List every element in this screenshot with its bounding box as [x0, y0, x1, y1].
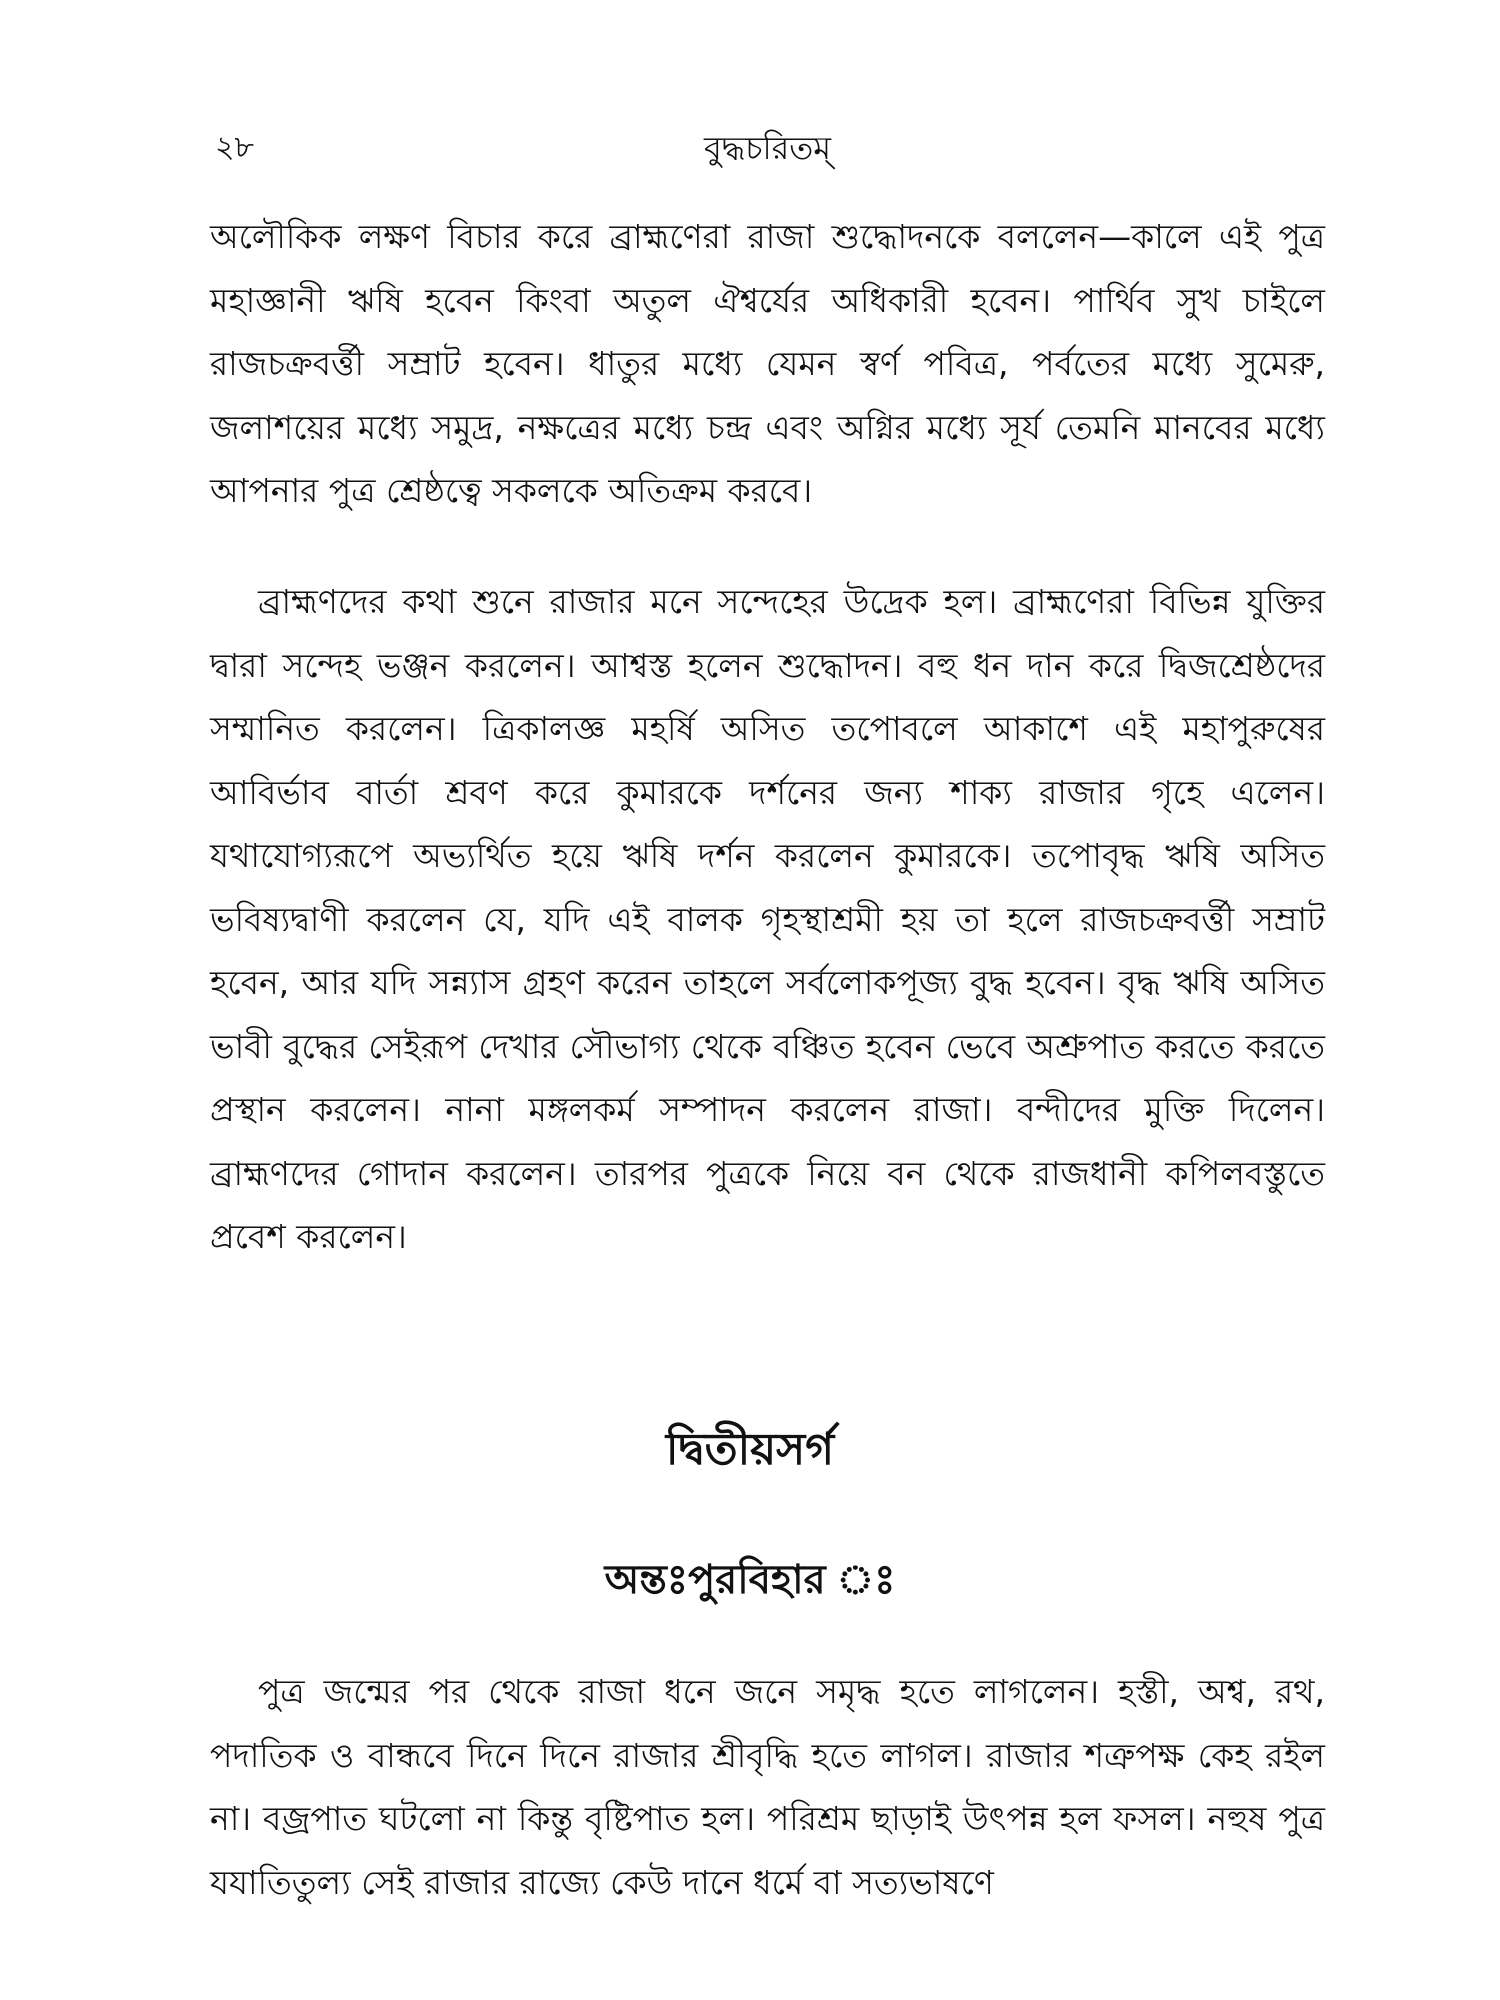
- paragraph-2: ব্রাহ্মণদের কথা শুনে রাজার মনে সন্দেহের উদ্রেক হল। ব্রাহ্মণেরা বিভিন্ন যুক্তির দ্বারা সন্দেহ ভঞ্জন করলেন। আশ্বস্ত হলেন শুদ্ধোদন। বহু ধন দান করে দ্বিজশ্রেষ্ঠদের সম্মানিত করলেন। ত্রিকালজ্ঞ মহর্ষি অসিত তপোবলে আকাশে এই মহাপুরুষের আবির্ভাব বার্তা শ্রবণ করে কুমারকে দর্শনের জন্য শাক্য রাজার গৃহে এলেন। যথাযোগ্যরূপে অভ্যর্থিত হয়ে ঋষি দর্শন করলেন কুমারকে। তপোবৃদ্ধ ঋষি অসিত ভবিষ্যদ্বাণী করলেন যে, যদি এই বালক গৃহস্থাশ্রমী হয় তা হলে রাজচক্রবর্ত্তী সম্রাট হবেন, আর যদি সন্ন্যাস গ্রহণ করেন তাহলে সর্বলোকপূজ্য বুদ্ধ হবেন। বৃদ্ধ ঋষি অসিত ভাবী বুদ্ধের সেইরূপ দেখার সৌভাগ্য থেকে বঞ্চিত হবেন ভেবে অশ্রুপাত করতে করতে প্রস্থান করলেন। নানা মঙ্গলকর্ম সম্পাদন করলেন রাজা। বন্দীদের মুক্তি দিলেন। ব্রাহ্মণদের গোদান করলেন। তারপর পুত্রকে নিয়ে বন থেকে রাজধানী কপিলবস্তুতে প্রবেশ করলেন।: [210, 582, 1325, 1256]
- page-number: ২৮: [215, 130, 254, 165]
- chapter-title: দ্বিতীয়সর্গ: [665, 1424, 835, 1475]
- section-paragraph: পুত্র জন্মের পর থেকে রাজা ধনে জনে সমৃদ্ধ হতে লাগলেন। হস্তী, অশ্ব, রথ, পদাতিক ও বান্ধবে দিনে দিনে রাজার শ্রীবৃদ্ধি হতে লাগল। রাজার শত্রুপক্ষ কেহ রইল না। বজ্রপাত ঘটলো না কিন্তু বৃষ্টিপাত হল। পরিশ্রম ছাড়াই উৎপন্ন হল ফসল। নহুষ পুত্র যযাতিতুল্য সেই রাজার রাজ্যে কেউ দানে ধর্মে বা সত্যভাষণে: [210, 1672, 1325, 1902]
- section-title: অন্তঃপুরবিহার ঃ: [604, 1557, 896, 1603]
- page-header: [215, 128, 1320, 178]
- running-title: বুদ্ধচরিতম্: [703, 129, 832, 167]
- paragraph-1: অলৌকিক লক্ষণ বিচার করে ব্রাহ্মণেরা রাজা শুদ্ধোদনকে বললেন—কালে এই পুত্র মহাজ্ঞানী ঋষি হবেন কিংবা অতুল ঐশ্বর্যের অধিকারী হবেন। পার্থিব সুখ চাইলে রাজচক্রবর্ত্তী সম্রাট হবেন। ধাতুর মধ্যে যেমন স্বর্ণ পবিত্র, পর্বতের মধ্যে সুমেরু, জলাশয়ের মধ্যে সমুদ্র, নক্ষত্রের মধ্যে চন্দ্র এবং অগ্নির মধ্যে সূর্য তেমনি মানবের মধ্যে আপনার পুত্র শ্রেষ্ঠত্বে সকলকে অতিক্রম করবে।: [210, 217, 1325, 510]
